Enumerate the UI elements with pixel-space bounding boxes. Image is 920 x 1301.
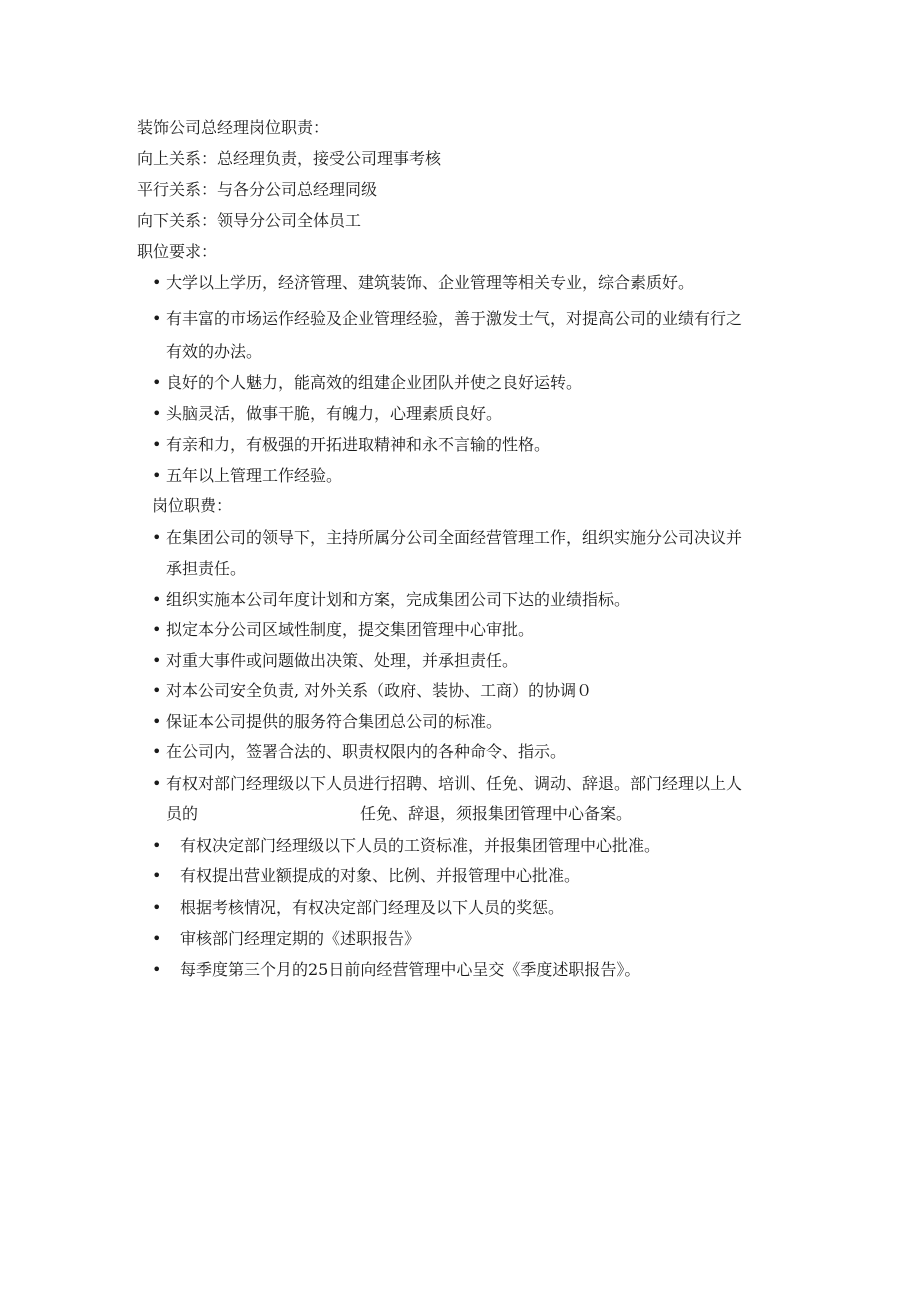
list-item-text: 在公司内，签署合法的、职责权限内的各种命令、指示。 xyxy=(166,742,567,761)
list-item-text: 对本公司安全负责, 对外关系（政府、装协、工商）的协调０ xyxy=(166,681,593,700)
bullet-icon: • xyxy=(152,373,162,392)
bullet-icon: • xyxy=(152,774,162,793)
bullet-icon: • xyxy=(152,866,162,885)
list-item-text: 五年以上管理工作经验。 xyxy=(166,466,343,485)
bullet-icon: • xyxy=(152,435,162,454)
list-item-text: 审核部门经理定期的《述职报告》 xyxy=(180,929,421,948)
bullet-icon: • xyxy=(152,929,162,948)
bullet-icon: • xyxy=(152,273,162,292)
list-item-text: 对重大事件或问题做出决策、处理，并承担责任。 xyxy=(166,651,519,670)
duties-heading: 岗位职费： xyxy=(152,496,233,515)
list-item-text: 有权提出营业额提成的对象、比例、并报管理中心批准。 xyxy=(180,866,581,885)
list-item-text: 良好的个人魅力，能高效的组建企业团队并使之良好运转。 xyxy=(166,373,583,392)
list-item-text: 有亲和力，有极强的开拓进取精神和永不言输的性格。 xyxy=(166,435,551,454)
bullet-icon: • xyxy=(152,960,162,979)
bullet-icon: • xyxy=(152,466,162,485)
bullet-icon: • xyxy=(152,590,162,609)
list-item-text: 有丰富的市场运作经验及企业管理经验，善于激发士气，对提高公司的业绩有行之 xyxy=(166,309,743,328)
bullet-icon: • xyxy=(152,742,162,761)
bullet-icon: • xyxy=(152,651,162,670)
list-item-text: 保证本公司提供的服务符合集团总公司的标准。 xyxy=(166,712,503,731)
document-title: 装饰公司总经理岗位职责： xyxy=(137,118,330,137)
relation-up: 向上关系：总经理负责，接受公司理事考核 xyxy=(137,149,442,168)
list-item-text-continued: 任免、辞退，须报集团管理中心备案。 xyxy=(360,804,633,823)
bullet-icon: • xyxy=(152,528,162,547)
list-item-text: 有权对部门经理级以下人员进行招聘、培训、任免、调动、辞退。部门经理以上人 xyxy=(166,774,743,793)
list-item-text: 头脑灵活，做事干脆，有魄力，心理素质良好。 xyxy=(166,404,503,423)
bullet-icon: • xyxy=(152,712,162,731)
list-item-text: 有权决定部门经理级以下人员的工资标准，并报集团管理中心批准。 xyxy=(180,836,661,855)
list-item-text: 在集团公司的领导下，主持所属分公司全面经营管理工作，组织实施分公司决议并 xyxy=(166,528,743,547)
relation-down: 向下关系：领导分公司全体员工 xyxy=(137,211,362,230)
list-item-text-continued: 承担责任。 xyxy=(166,559,247,578)
list-item-text: 大学以上学历，经济管理、建筑装饰、企业管理等相关专业，综合素质好。 xyxy=(166,273,695,292)
bullet-icon: • xyxy=(152,309,162,328)
list-item-text-continued: 有效的办法。 xyxy=(166,342,263,361)
bullet-icon: • xyxy=(152,681,162,700)
list-item-text: 每季度第三个月的25日前向经营管理中心呈交《季度述职报告》。 xyxy=(180,960,641,979)
list-item-text: 组织实施本公司年度计划和方案，完成集团公司下达的业绩指标。 xyxy=(166,590,631,609)
relation-parallel: 平行关系：与各分公司总经理同级 xyxy=(137,180,378,199)
list-item-text-continued: 员的 xyxy=(166,804,199,823)
bullet-icon: • xyxy=(152,620,162,639)
bullet-icon: • xyxy=(152,404,162,423)
requirements-heading: 职位要求： xyxy=(137,242,218,261)
list-item-text: 根据考核情况，有权决定部门经理及以下人员的奖惩。 xyxy=(180,898,565,917)
bullet-icon: • xyxy=(152,836,162,855)
bullet-icon: • xyxy=(152,898,162,917)
list-item-text: 拟定本分公司区域性制度，提交集团管理中心审批。 xyxy=(166,620,535,639)
